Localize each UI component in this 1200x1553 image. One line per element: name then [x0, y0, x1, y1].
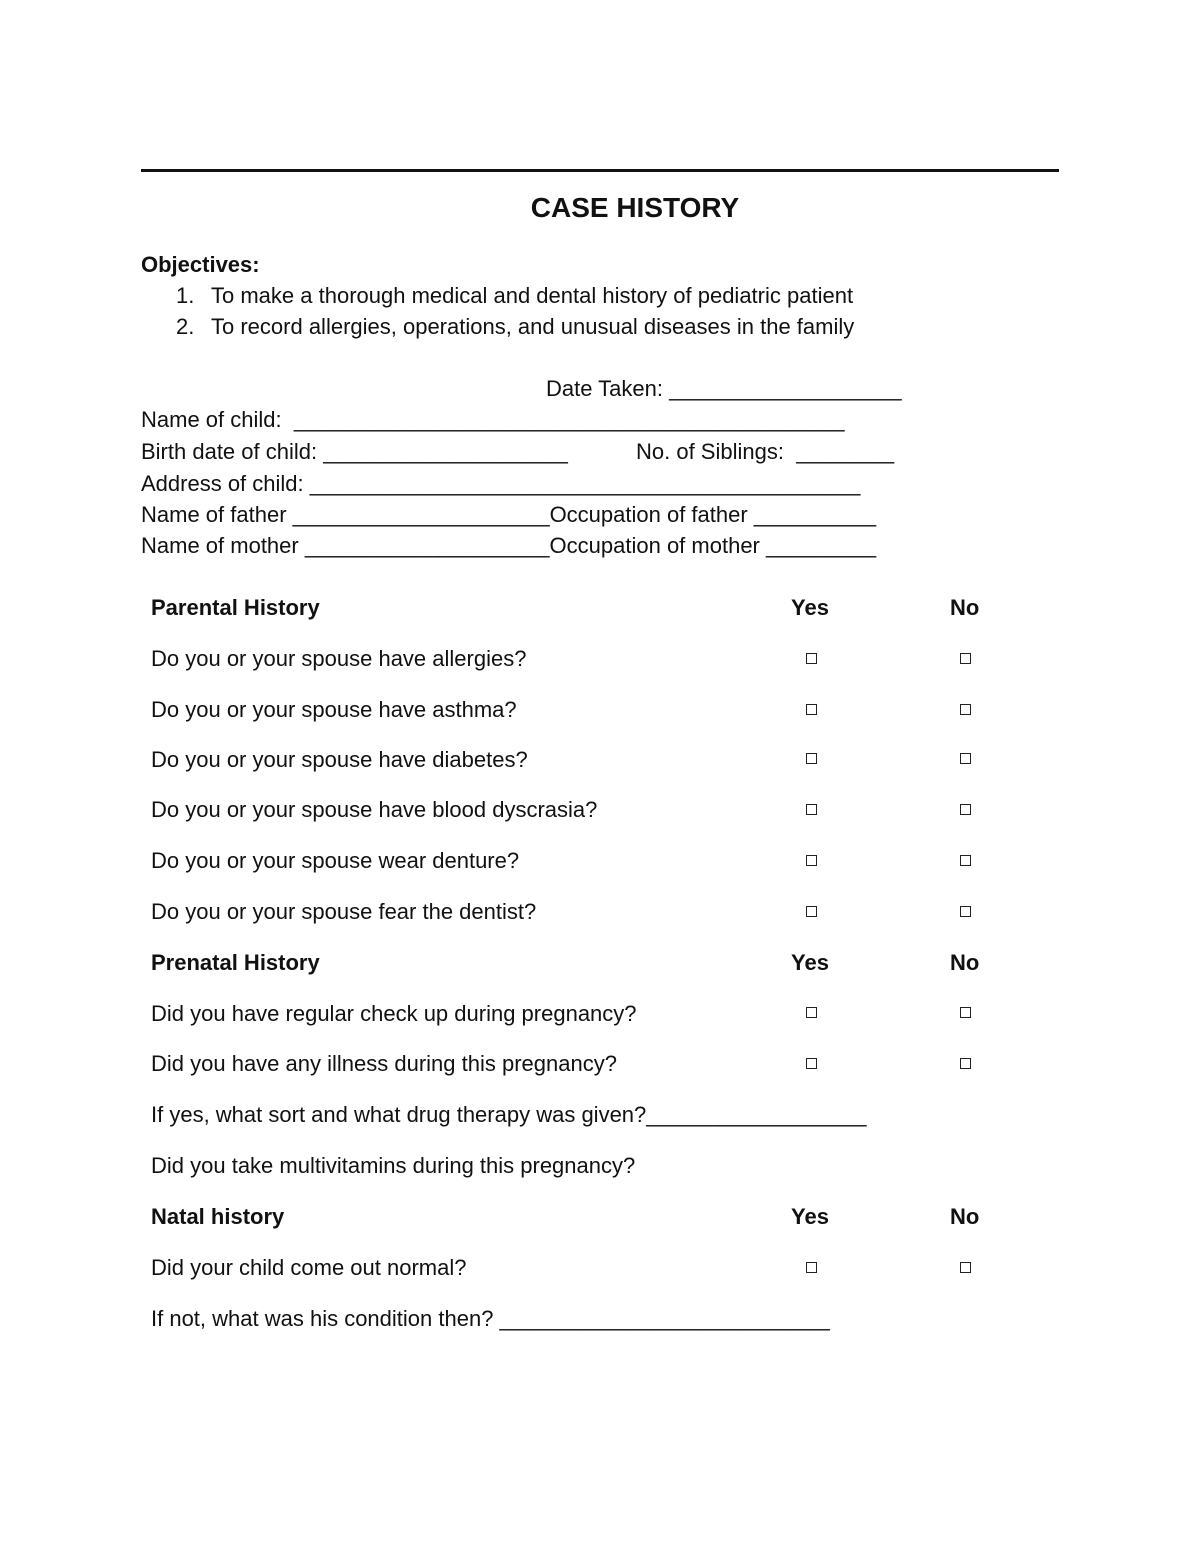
yes-checkbox[interactable]: [806, 804, 817, 815]
condition-field[interactable]: If not, what was his condition then? ___________________________: [151, 1306, 830, 1331]
no-checkbox[interactable]: [960, 804, 971, 815]
question: Did your child come out normal?: [151, 1255, 467, 1280]
yes-checkbox[interactable]: [806, 1262, 817, 1273]
yes-checkbox[interactable]: [806, 1058, 817, 1069]
father-field[interactable]: Name of father _____________________Occupation of father __________: [141, 502, 877, 527]
objective-number: 2.: [176, 314, 195, 339]
mother-field[interactable]: Name of mother ____________________Occupation of mother _________: [141, 533, 877, 558]
multivitamins-question: Did you take multivitamins during this pregnancy?: [151, 1153, 636, 1178]
no-column-header: No: [950, 950, 980, 975]
question: Do you or your spouse wear denture?: [151, 848, 520, 873]
question: Do you or your spouse have blood dyscrasia?: [151, 797, 598, 822]
question: Do you or your spouse have diabetes?: [151, 747, 528, 772]
birth-date-field[interactable]: Birth date of child: ____________________: [141, 439, 568, 464]
no-checkbox[interactable]: [960, 704, 971, 715]
yes-column-header: Yes: [791, 1204, 829, 1229]
yes-checkbox[interactable]: [806, 855, 817, 866]
natal-history-heading: Natal history: [151, 1204, 285, 1229]
name-of-child-field[interactable]: Name of child: _____________________________________________: [141, 407, 845, 432]
prenatal-history-heading: Prenatal History: [151, 950, 320, 975]
address-field[interactable]: Address of child: _____________________________________________: [141, 471, 861, 496]
top-rule: [141, 169, 1059, 172]
no-column-header: No: [950, 595, 980, 620]
no-checkbox[interactable]: [960, 653, 971, 664]
yes-column-header: Yes: [791, 595, 829, 620]
question: Do you or your spouse fear the dentist?: [151, 899, 537, 924]
question: Did you have any illness during this pregnancy?: [151, 1051, 617, 1076]
objective-item: To make a thorough medical and dental history of pediatric patient: [211, 283, 854, 308]
no-checkbox[interactable]: [960, 1007, 971, 1018]
question: Do you or your spouse have asthma?: [151, 697, 517, 722]
drug-therapy-field[interactable]: If yes, what sort and what drug therapy was given?__________________: [151, 1102, 867, 1127]
siblings-field[interactable]: No. of Siblings: ________: [636, 439, 895, 464]
yes-checkbox[interactable]: [806, 1007, 817, 1018]
yes-column-header: Yes: [791, 950, 829, 975]
objectives-label: Objectives:: [141, 252, 260, 277]
yes-checkbox[interactable]: [806, 653, 817, 664]
date-taken-field[interactable]: Date Taken: ___________________: [546, 376, 902, 401]
yes-checkbox[interactable]: [806, 704, 817, 715]
no-checkbox[interactable]: [960, 1262, 971, 1273]
question: Do you or your spouse have allergies?: [151, 646, 527, 671]
parental-history-heading: Parental History: [151, 595, 320, 620]
question: Did you have regular check up during pregnancy?: [151, 1001, 637, 1026]
objective-number: 1.: [176, 283, 195, 308]
page-title: CASE HISTORY: [530, 192, 740, 223]
yes-checkbox[interactable]: [806, 753, 817, 764]
yes-checkbox[interactable]: [806, 906, 817, 917]
no-checkbox[interactable]: [960, 1058, 971, 1069]
no-checkbox[interactable]: [960, 906, 971, 917]
no-checkbox[interactable]: [960, 855, 971, 866]
objective-item: To record allergies, operations, and unusual diseases in the family: [211, 314, 855, 339]
no-column-header: No: [950, 1204, 980, 1229]
no-checkbox[interactable]: [960, 753, 971, 764]
